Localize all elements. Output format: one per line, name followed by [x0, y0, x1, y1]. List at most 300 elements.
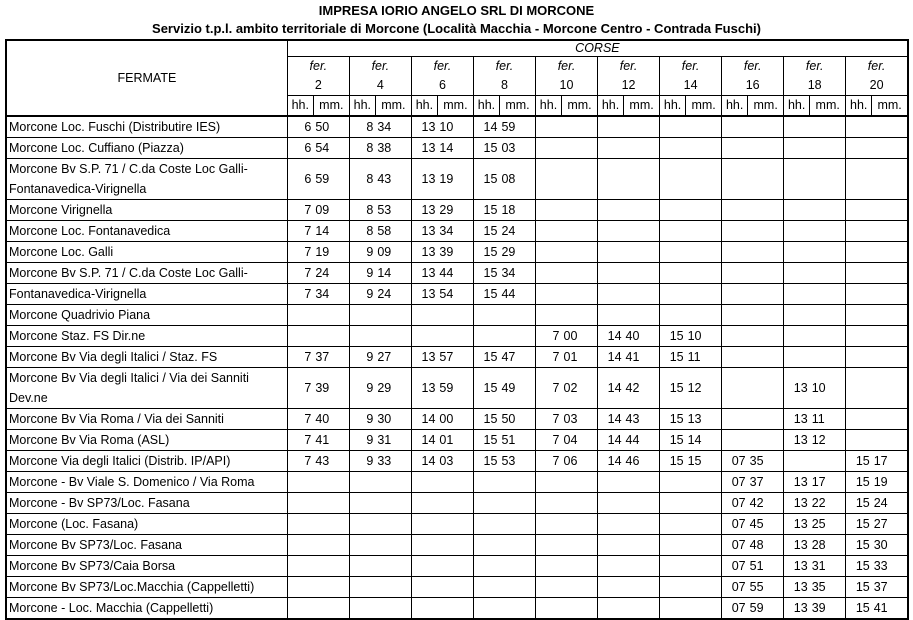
time-hours	[722, 305, 748, 326]
time-minutes	[562, 493, 598, 514]
time-minutes	[624, 577, 660, 598]
time-minutes	[686, 242, 722, 263]
time-hours	[535, 556, 561, 577]
stop-name: Morcone Bv SP73/Loc. Fasana	[6, 535, 287, 556]
hours-column-header: hh.	[784, 96, 810, 117]
time-hours	[598, 556, 624, 577]
time-minutes	[872, 116, 908, 138]
time-hours: 9	[349, 242, 375, 263]
run-number: 4	[349, 76, 411, 96]
time-hours: 15	[846, 493, 872, 514]
time-hours	[660, 305, 686, 326]
time-hours: 14	[411, 409, 437, 430]
time-hours	[349, 472, 375, 493]
time-hours: 15	[660, 430, 686, 451]
time-minutes: 35	[748, 451, 784, 472]
time-minutes: 29	[437, 200, 473, 221]
time-minutes: 31	[810, 556, 846, 577]
time-hours: 9	[349, 368, 375, 409]
time-minutes: 15	[686, 451, 722, 472]
time-hours: 13	[411, 347, 437, 368]
time-minutes	[748, 221, 784, 242]
time-minutes	[872, 138, 908, 159]
time-minutes	[562, 514, 598, 535]
time-minutes: 33	[872, 556, 908, 577]
time-minutes: 29	[375, 368, 411, 409]
time-minutes: 37	[748, 472, 784, 493]
time-hours: 15	[473, 138, 499, 159]
time-minutes: 01	[437, 430, 473, 451]
run-type-label: fer.	[411, 57, 473, 77]
time-minutes: 11	[810, 409, 846, 430]
time-hours	[598, 159, 624, 200]
time-minutes	[624, 472, 660, 493]
time-hours	[660, 263, 686, 284]
time-minutes: 22	[810, 493, 846, 514]
time-hours: 07	[722, 451, 748, 472]
time-minutes	[872, 305, 908, 326]
run-type-label: fer.	[784, 57, 846, 77]
time-minutes: 43	[375, 159, 411, 200]
stop-name: Morcone Bv Via Roma / Via dei Sanniti	[6, 409, 287, 430]
time-hours	[411, 577, 437, 598]
minutes-column-header: mm.	[686, 96, 722, 117]
time-minutes: 14	[437, 138, 473, 159]
time-hours: 7	[287, 221, 313, 242]
time-hours	[784, 221, 810, 242]
time-minutes: 40	[313, 409, 349, 430]
time-minutes: 47	[499, 347, 535, 368]
time-hours	[535, 284, 561, 305]
hours-column-header: hh.	[411, 96, 437, 117]
time-minutes	[872, 284, 908, 305]
time-hours: 7	[287, 409, 313, 430]
time-minutes	[748, 430, 784, 451]
time-minutes: 24	[313, 263, 349, 284]
time-minutes	[624, 284, 660, 305]
time-minutes	[686, 577, 722, 598]
time-hours: 15	[473, 221, 499, 242]
time-minutes	[624, 242, 660, 263]
time-hours: 15	[660, 409, 686, 430]
time-minutes	[748, 347, 784, 368]
time-minutes	[624, 159, 660, 200]
time-minutes: 13	[686, 409, 722, 430]
time-minutes: 59	[437, 368, 473, 409]
time-minutes	[499, 472, 535, 493]
time-hours: 15	[473, 200, 499, 221]
time-hours	[784, 326, 810, 347]
time-minutes: 34	[437, 221, 473, 242]
time-minutes	[872, 221, 908, 242]
run-type-label: fer.	[598, 57, 660, 77]
time-minutes	[748, 263, 784, 284]
time-minutes: 43	[624, 409, 660, 430]
time-hours	[846, 200, 872, 221]
time-hours: 14	[598, 326, 624, 347]
time-minutes	[686, 305, 722, 326]
time-hours: 14	[411, 430, 437, 451]
time-minutes: 46	[624, 451, 660, 472]
time-minutes: 42	[624, 368, 660, 409]
time-hours: 15	[473, 242, 499, 263]
time-minutes	[624, 116, 660, 138]
minutes-column-header: mm.	[437, 96, 473, 117]
time-minutes: 18	[499, 200, 535, 221]
time-minutes	[872, 263, 908, 284]
table-row	[6, 326, 908, 347]
time-hours: 7	[535, 347, 561, 368]
time-minutes	[810, 263, 846, 284]
time-hours: 9	[349, 430, 375, 451]
time-hours	[287, 493, 313, 514]
time-hours	[535, 305, 561, 326]
time-minutes: 44	[624, 430, 660, 451]
time-minutes	[499, 556, 535, 577]
time-hours	[722, 368, 748, 409]
time-minutes: 38	[375, 138, 411, 159]
time-hours: 15	[473, 159, 499, 200]
time-minutes	[375, 556, 411, 577]
time-hours	[411, 535, 437, 556]
time-minutes	[499, 493, 535, 514]
time-hours	[598, 305, 624, 326]
time-minutes: 59	[313, 159, 349, 200]
stop-name: Morcone Bv S.P. 71 / C.da Coste Loc Galli-	[6, 263, 287, 284]
time-hours	[598, 514, 624, 535]
time-hours	[722, 326, 748, 347]
time-minutes	[748, 326, 784, 347]
time-hours	[349, 514, 375, 535]
time-minutes	[686, 556, 722, 577]
stop-name: Morcone Loc. Fuschi (Distributire IES)	[6, 116, 287, 138]
time-hours	[846, 284, 872, 305]
time-minutes	[872, 430, 908, 451]
time-minutes: 39	[313, 368, 349, 409]
time-minutes	[437, 577, 473, 598]
time-minutes	[437, 326, 473, 347]
run-number: 10	[535, 76, 597, 96]
time-minutes	[375, 535, 411, 556]
time-hours	[535, 535, 561, 556]
service-subtitle: Servizio t.p.l. ambito territoriale di Morcone (Località Macchia - Morcone Centro - Contrada Fuschi)	[152, 21, 761, 36]
time-hours: 15	[473, 284, 499, 305]
time-hours: 13	[411, 263, 437, 284]
time-hours: 13	[784, 514, 810, 535]
time-minutes: 34	[375, 116, 411, 138]
table-row	[6, 221, 908, 242]
time-minutes	[437, 514, 473, 535]
time-minutes	[562, 242, 598, 263]
time-hours: 9	[349, 409, 375, 430]
time-minutes	[562, 116, 598, 138]
hours-column-header: hh.	[349, 96, 375, 117]
table-row	[6, 409, 908, 430]
time-hours	[411, 514, 437, 535]
run-number: 20	[846, 76, 908, 96]
time-hours: 7	[535, 451, 561, 472]
time-minutes	[686, 263, 722, 284]
table-row	[6, 430, 908, 451]
time-minutes	[686, 472, 722, 493]
time-hours	[722, 263, 748, 284]
time-hours: 14	[598, 451, 624, 472]
time-minutes: 53	[375, 200, 411, 221]
stop-name: Morcone (Loc. Fasana)	[6, 514, 287, 535]
time-minutes: 41	[313, 430, 349, 451]
time-minutes: 29	[499, 242, 535, 263]
time-minutes	[375, 577, 411, 598]
time-minutes: 03	[499, 138, 535, 159]
time-minutes	[562, 284, 598, 305]
time-minutes	[748, 242, 784, 263]
time-hours: 7	[535, 326, 561, 347]
time-minutes: 27	[872, 514, 908, 535]
time-hours: 13	[411, 242, 437, 263]
time-minutes: 43	[313, 451, 349, 472]
minutes-column-header: mm.	[624, 96, 660, 117]
time-hours	[473, 472, 499, 493]
time-hours	[287, 472, 313, 493]
time-minutes: 09	[375, 242, 411, 263]
time-minutes	[810, 159, 846, 200]
time-hours	[846, 305, 872, 326]
time-hours	[411, 493, 437, 514]
time-hours: 13	[411, 116, 437, 138]
time-hours	[598, 242, 624, 263]
table-row	[6, 451, 908, 472]
time-hours: 13	[411, 200, 437, 221]
time-minutes	[748, 200, 784, 221]
time-hours	[535, 577, 561, 598]
time-hours	[287, 305, 313, 326]
time-minutes: 06	[562, 451, 598, 472]
time-minutes: 19	[437, 159, 473, 200]
time-minutes: 37	[872, 577, 908, 598]
minutes-column-header: mm.	[872, 96, 908, 117]
run-number: 18	[784, 76, 846, 96]
time-minutes: 39	[437, 242, 473, 263]
time-minutes: 51	[748, 556, 784, 577]
table-row	[6, 305, 908, 326]
run-type-label: fer.	[349, 57, 411, 77]
time-hours	[349, 493, 375, 514]
time-hours: 15	[473, 263, 499, 284]
time-minutes	[562, 221, 598, 242]
time-minutes: 25	[810, 514, 846, 535]
time-hours	[846, 159, 872, 200]
time-minutes	[686, 535, 722, 556]
time-hours: 13	[411, 368, 437, 409]
stop-name: Morcone - Bv SP73/Loc. Fasana	[6, 493, 287, 514]
time-minutes: 24	[375, 284, 411, 305]
time-hours	[660, 577, 686, 598]
time-hours: 15	[846, 598, 872, 620]
time-hours: 7	[287, 284, 313, 305]
time-minutes	[810, 326, 846, 347]
time-hours: 15	[473, 368, 499, 409]
table-row	[6, 577, 908, 598]
time-hours: 6	[287, 138, 313, 159]
time-hours: 13	[411, 284, 437, 305]
time-hours: 13	[411, 159, 437, 200]
time-minutes	[686, 514, 722, 535]
run-type-label: fer.	[846, 57, 908, 77]
minutes-column-header: mm.	[748, 96, 784, 117]
time-minutes	[313, 305, 349, 326]
time-minutes: 57	[437, 347, 473, 368]
time-hours: 14	[598, 409, 624, 430]
time-minutes: 49	[499, 368, 535, 409]
time-minutes: 04	[562, 430, 598, 451]
table-row	[6, 200, 908, 221]
time-hours: 15	[473, 347, 499, 368]
time-hours: 15	[473, 451, 499, 472]
time-hours	[598, 116, 624, 138]
time-minutes	[872, 242, 908, 263]
stop-name: Morcone Bv Via degli Italici / Staz. FS	[6, 347, 287, 368]
time-minutes	[872, 326, 908, 347]
time-minutes: 19	[313, 242, 349, 263]
table-row	[6, 284, 908, 305]
time-hours	[660, 556, 686, 577]
time-minutes: 54	[437, 284, 473, 305]
time-hours	[411, 305, 437, 326]
time-hours: 8	[349, 159, 375, 200]
time-minutes: 40	[624, 326, 660, 347]
time-minutes	[686, 221, 722, 242]
time-hours	[722, 347, 748, 368]
hours-column-header: hh.	[722, 96, 748, 117]
stop-name: Morcone Virignella	[6, 200, 287, 221]
time-minutes	[810, 305, 846, 326]
time-hours	[660, 284, 686, 305]
time-minutes: 55	[748, 577, 784, 598]
time-minutes	[562, 200, 598, 221]
time-minutes	[748, 159, 784, 200]
time-minutes	[562, 305, 598, 326]
time-hours	[598, 577, 624, 598]
time-minutes: 14	[686, 430, 722, 451]
time-minutes: 02	[562, 368, 598, 409]
time-hours	[722, 200, 748, 221]
hours-column-header: hh.	[660, 96, 686, 117]
run-number: 12	[598, 76, 660, 96]
run-type-label: fer.	[473, 57, 535, 77]
time-hours: 13	[784, 472, 810, 493]
stop-name: Morcone Bv Via degli Italici / Via dei Sanniti Dev.ne	[6, 368, 287, 409]
time-hours	[784, 284, 810, 305]
stop-name: Morcone Bv SP73/Caia Borsa	[6, 556, 287, 577]
hours-column-header: hh.	[287, 96, 313, 117]
time-minutes: 31	[375, 430, 411, 451]
time-hours: 07	[722, 556, 748, 577]
time-minutes	[748, 116, 784, 138]
minutes-column-header: mm.	[313, 96, 349, 117]
time-minutes	[624, 200, 660, 221]
time-minutes	[810, 284, 846, 305]
time-hours: 07	[722, 577, 748, 598]
time-hours	[473, 326, 499, 347]
time-minutes: 30	[375, 409, 411, 430]
time-hours: 7	[287, 430, 313, 451]
time-hours	[846, 242, 872, 263]
table-row	[6, 368, 908, 409]
hours-column-header: hh.	[473, 96, 499, 117]
time-minutes	[562, 138, 598, 159]
time-hours	[722, 430, 748, 451]
time-hours: 7	[287, 242, 313, 263]
time-hours	[722, 221, 748, 242]
time-minutes	[624, 263, 660, 284]
time-minutes	[499, 305, 535, 326]
time-minutes: 33	[375, 451, 411, 472]
time-minutes: 09	[313, 200, 349, 221]
time-minutes	[499, 326, 535, 347]
time-hours	[722, 138, 748, 159]
time-hours: 15	[473, 430, 499, 451]
time-hours	[784, 451, 810, 472]
time-hours	[411, 472, 437, 493]
time-hours	[784, 305, 810, 326]
time-minutes	[313, 535, 349, 556]
time-hours	[287, 514, 313, 535]
time-hours: 07	[722, 535, 748, 556]
stop-name: Morcone Loc. Fontanavedica	[6, 221, 287, 242]
time-hours: 15	[846, 535, 872, 556]
time-minutes: 14	[313, 221, 349, 242]
time-minutes: 24	[872, 493, 908, 514]
time-hours	[535, 138, 561, 159]
time-minutes: 24	[499, 221, 535, 242]
time-hours	[598, 535, 624, 556]
time-minutes	[748, 305, 784, 326]
time-hours: 8	[349, 200, 375, 221]
time-hours	[660, 159, 686, 200]
time-minutes: 12	[810, 430, 846, 451]
time-minutes: 08	[499, 159, 535, 200]
stop-name: Morcone Bv SP73/Loc.Macchia (Cappelletti)	[6, 577, 287, 598]
time-minutes: 12	[686, 368, 722, 409]
table-row	[6, 535, 908, 556]
time-hours	[598, 493, 624, 514]
time-minutes: 03	[437, 451, 473, 472]
time-minutes	[686, 159, 722, 200]
time-hours	[598, 221, 624, 242]
stop-name: Morcone Staz. FS Dir.ne	[6, 326, 287, 347]
run-number: 8	[473, 76, 535, 96]
time-hours	[349, 535, 375, 556]
time-hours: 7	[287, 451, 313, 472]
time-minutes: 41	[624, 347, 660, 368]
time-hours: 13	[784, 493, 810, 514]
time-hours: 15	[846, 472, 872, 493]
time-minutes	[872, 347, 908, 368]
time-minutes	[872, 368, 908, 409]
time-hours	[660, 200, 686, 221]
time-hours: 13	[784, 368, 810, 409]
time-hours	[784, 138, 810, 159]
time-minutes	[562, 159, 598, 200]
time-minutes: 45	[748, 514, 784, 535]
time-minutes	[686, 493, 722, 514]
time-hours	[784, 242, 810, 263]
time-hours	[287, 535, 313, 556]
timetable	[5, 39, 909, 620]
time-hours: 13	[784, 535, 810, 556]
time-hours	[349, 577, 375, 598]
hours-column-header: hh.	[846, 96, 872, 117]
